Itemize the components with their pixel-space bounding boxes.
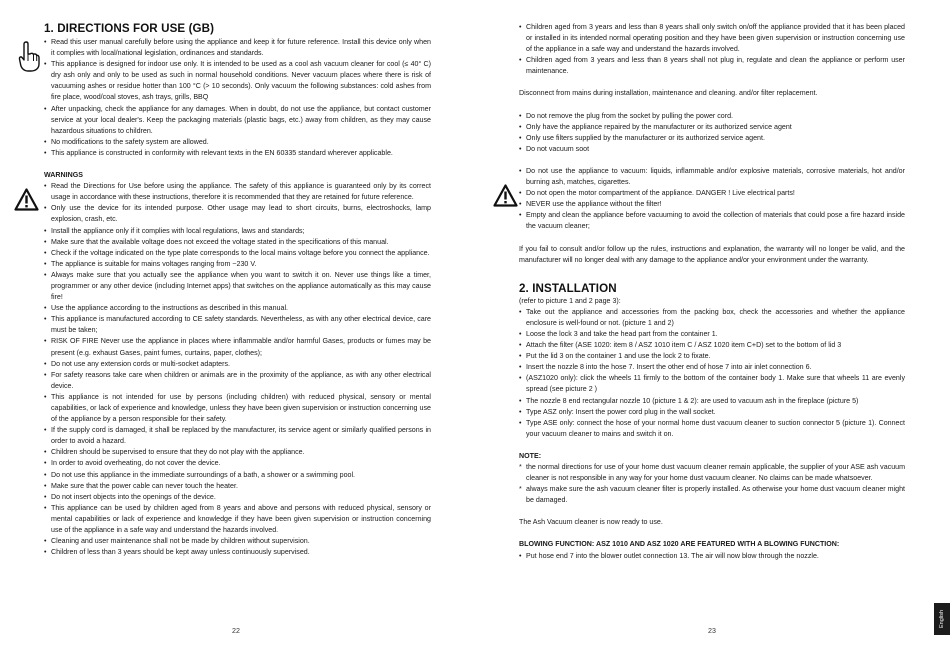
- list-item: • If the supply cord is damaged, it shall be replaced by the manufacturer, its service agent or similarly qualified persons in order to avoid a hazard.: [44, 425, 431, 447]
- language-tab-label: English: [939, 609, 945, 629]
- list-item: • Install the appliance only if it complies with local regulations, laws and standards;: [44, 226, 431, 237]
- list-item: • Empty and clean the appliance before vacuuming to avoid the collection of materials that could pose a fire hazard inside the vacuum cleaner;: [519, 210, 905, 232]
- warranty-text: If you fail to consult and/or follow up the rules, instructions and explanation, the warranty will no longer be valid, and the manufacturer will no longer deal with any damage to the appliance and/or your environment under the warranty.: [519, 244, 905, 264]
- list-item: * always make sure the ash vacuum cleaner filter is properly installed. As otherwise your home dust vacuum cleaner might be damaged.: [519, 484, 905, 506]
- note-list: [519, 462, 905, 506]
- list-item: • Only use filters supplied by the manufacturer or its authorized service agent.: [519, 133, 905, 144]
- list-item: • Type ASE only: connect the hose of your normal home dust vacuum cleaner to suction connector 5 (picture 1). Connect your vacuum cleaner to mains and switch it on.: [519, 418, 905, 440]
- blowing-heading: BLOWING FUNCTION: ASZ 1010 AND ASZ 1020 ARE FEATURED WITH A BLOWING FUNCTION:: [519, 540, 840, 549]
- list-item: • Do not use this appliance in the immediate surroundings of a bath, a shower or a swimming pool.: [44, 470, 431, 481]
- page-number: 23: [708, 627, 716, 635]
- list-item: • Take out the appliance and accessories from the packing box, check the accessories and whether the appliance enclosure is well-found or not. (picture 1 and 2): [519, 307, 905, 329]
- warning-triangle-icon: [493, 184, 518, 207]
- blowing-list: [519, 551, 905, 562]
- list-item: • After unpacking, check the appliance for any damages. When in doubt, do not use the appliance, but contact customer service at your local dealer's. Keep the packaging materials (plastic bags, etc.) away from children, as they may cause hazardous situations to children.: [44, 104, 431, 137]
- list-item: • Do not open the motor compartment of the appliance. DANGER ! Live electrical parts!: [519, 188, 905, 199]
- installation-list: [519, 307, 905, 440]
- list-item: • The nozzle 8 end rectangular nozzle 10 (picture 1 & 2): are used to vacuum ash in the fireplace (picture 5): [519, 396, 905, 407]
- list-item: • Always make sure that you actually see the appliance when you want to switch it on. Never use things like a timer, programmer or any other device (including Internet apps) that switches on the appliance automatically as this may cause fire!: [44, 270, 431, 303]
- list-item: • Cleaning and user maintenance shall not be made by children without supervision.: [44, 536, 431, 547]
- list-item: • This appliance can be used by children aged from 8 years and above and persons with reduced physical, sensory or mental capabilities or lack of experience and knowledge if they have been given supervision or instruction concerning use of the appliance in a safe way and understand the hazards involved.: [44, 503, 431, 536]
- list-item: • Type ASZ only: Insert the power cord plug in the wall socket.: [519, 407, 905, 418]
- list-item: • Put hose end 7 into the blower outlet connection 13. The air will now blow through the nozzle.: [519, 551, 905, 562]
- list-item: • Children aged from 3 years and less than 8 years shall not plug in, regulate and clean the appliance or perform user maintenance.: [519, 55, 905, 77]
- list-item: • Loose the lock 3 and take the head part from the container 1.: [519, 329, 905, 340]
- warning-triangle-icon: [14, 188, 39, 211]
- list-item: • Make sure that the power cable can never touch the heater.: [44, 481, 431, 492]
- list-item: • The appliance is suitable for mains voltages ranging from ~230 V.: [44, 259, 431, 270]
- list-item: • Do not vacuum soot: [519, 144, 905, 155]
- list-item: • Only have the appliance repaired by the manufacturer or its authorized service agent: [519, 122, 905, 133]
- ready-text: The Ash Vacuum cleaner is now ready to use.: [519, 518, 663, 527]
- list-item: • NEVER use the appliance without the filter!: [519, 199, 905, 210]
- list-item: • Make sure that the available voltage does not exceed the voltage stated in the specifications of this manual.: [44, 237, 431, 248]
- installation-reference: (refer to picture 1 and 2 page 3):: [519, 296, 621, 305]
- list-item: • Do not use any extension cords or multi-socket adapters.: [44, 359, 431, 370]
- list-item: * the normal directions for use of your home dust vacuum cleaner remain applicable, the supplier of your ASE ash vacuum cleaner is not responsible in any way for your home dust vacuum cleaner. No claims can be made whatsoever.: [519, 462, 905, 484]
- list-item: • This appliance is constructed in conformity with relevant texts in the EN 60335 standard wherever applicable.: [44, 148, 431, 159]
- list-item: • This appliance is designed for indoor use only. It is intended to be used as a cool ash vacuum cleaner for cool (≤ 40° C) dry ash only and only to be used as such in normal household conditions. Never vacuum places where there is risk of vacuuming ashes or residue hotter than 100 °C (> 10 seconds). Only vacuum the following substances: cold ashes from fire place, wood/coal stoves, ash trays, grills, BBQ: [44, 59, 431, 103]
- list-item: • Use the appliance according to the instructions as described in this manual.: [44, 303, 431, 314]
- note-heading: NOTE:: [519, 451, 542, 460]
- list-item: • No modifications to the safety system are allowed.: [44, 137, 431, 148]
- list-item: • Do not insert objects into the openings of the device.: [44, 492, 431, 503]
- list-item: • (ASZ1020 only): click the wheels 11 firmly to the bottom of the container body 1. Make sure that wheels 11 are evenly spread (see picture 2 ): [519, 373, 905, 395]
- list-item: • Read the Directions for Use before using the appliance. The safety of this appliance is guaranteed only by its correct usage in accordance with these instructions, therefore it is recommended that they are retained for future reference.: [44, 181, 431, 203]
- list-item: • This appliance is manufactured according to CE safety standards. Nevertheless, as with any other electrical device, care must be taken;: [44, 314, 431, 336]
- list-item: • Do not use the appliance to vacuum: liquids, inflammable and/or explosive materials, corrosive materials, hot and/or burning ash, matches, cigarettes.: [519, 166, 905, 188]
- list-item: • This appliance is not intended for use by persons (including children) with reduced physical, sensory or mental capabilities, or lack of experience and knowledge, unless they have been given supervision or instruction concerning use of the appliance by a person responsible for their safety.: [44, 392, 431, 425]
- installation-title: 2. INSTALLATION: [519, 281, 617, 295]
- list-item: • Check if the voltage indicated on the type plate corresponds to the local mains voltage before you connect the appliance.: [44, 248, 431, 259]
- list-item: • Children aged from 3 years and less than 8 years shall only switch on/off the appliance provided that it has been placed or installed in its intended normal operating position and they have been given supervision or instruction concerning use of the appliance in a safe way and understand the hazards involved.: [519, 22, 905, 55]
- list-item: • Children of less than 3 years should be kept away unless continuously supervised.: [44, 547, 431, 558]
- list-item: • Do not remove the plug from the socket by pulling the power cord.: [519, 111, 905, 122]
- list-item: • In order to avoid overheating, do not cover the device.: [44, 458, 431, 469]
- list-item: • RISK OF FIRE Never use the appliance in places where inflammable and/or harmful Gases, products or fumes may be present (e.g. exhaust Gases, paint fumes, curtains, paper, clothes);: [44, 336, 431, 358]
- warnings-heading: WARNINGS: [44, 171, 84, 180]
- language-tab: [934, 603, 950, 635]
- list-item: • Only use the device for its intended purpose. Other usage may lead to short circuits, burns, electroshocks, lamp explosion, crash, etc.: [44, 203, 431, 225]
- plug-list: [519, 111, 905, 155]
- list-item: • For safety reasons take care when children or animals are in the proximity of the appliance, as with any other electrical device.: [44, 370, 431, 392]
- children-list: [519, 22, 905, 77]
- page-title: 1. DIRECTIONS FOR USE (GB): [44, 22, 215, 35]
- list-item: • Read this user manual carefully before using the appliance and keep it for future reference. Install this device only when it complies with local/national legislation, ordinances and standards.: [44, 37, 431, 59]
- page-number: 22: [232, 627, 240, 635]
- list-item: • Children should be supervised to ensure that they do not play with the appliance.: [44, 447, 431, 458]
- list-item: • Insert the nozzle 8 into the hose 7. Insert the other end of hose 7 into air inlet connection 6.: [519, 362, 905, 373]
- pointing-hand-icon: [18, 40, 40, 72]
- warnings-list: [44, 181, 431, 558]
- list-item: • Put the lid 3 on the container 1 and use the lock 2 to fixate.: [519, 351, 905, 362]
- danger-list: [519, 166, 905, 233]
- left-column: [44, 22, 431, 558]
- right-page: [475, 0, 950, 645]
- intro-list: [44, 37, 431, 159]
- right-column: [519, 22, 905, 562]
- list-item: • Attach the filter (ASE 1020: item 8 / ASZ 1010 item C / ASZ 1020 item C+D) set to the bottom of lid 3: [519, 340, 905, 351]
- disconnect-text: Disconnect from mains during installation, maintenance and cleaning. and/or filter replacement.: [519, 89, 818, 98]
